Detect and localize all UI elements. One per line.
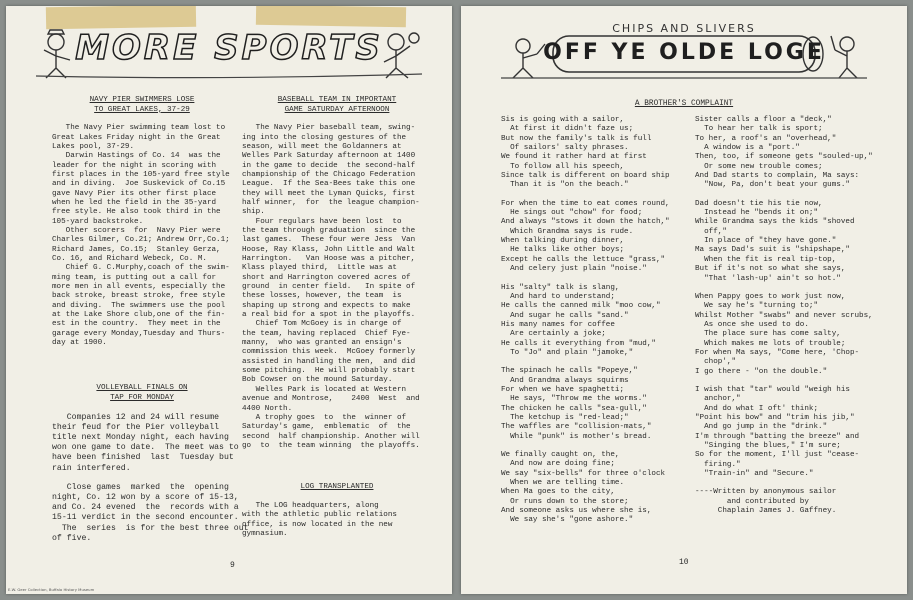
article-line: office, is now located in the new <box>242 520 393 529</box>
poem-line: Or runs down to the store; <box>501 497 629 506</box>
poem-line: When talking during dinner, <box>501 237 625 246</box>
poem-line: The waffles are "collision-mats," <box>501 423 652 432</box>
poem-line: And hard to understand; <box>501 292 615 301</box>
poem-line: "Train-in" and "Secure." <box>695 470 814 479</box>
article-line: assisted in handling the men, and did <box>242 357 416 366</box>
poem-line: Instead he "bends it on;" <box>695 209 819 218</box>
article-line: ship. <box>242 208 265 217</box>
column-right <box>242 96 432 539</box>
article-line: 15-11 verdict in the second encounter. <box>52 513 239 523</box>
poem-line: And now are doing fine; <box>501 460 615 469</box>
poem-line: And go jump in the "drink." <box>695 423 828 432</box>
article-line: their feud for the Pier volleyball <box>52 422 220 432</box>
poem-line: I go there - "on the double." <box>695 367 828 376</box>
poem-line: And Grandma always squirms <box>501 376 629 385</box>
article-line: first places in the 105-yard free style <box>52 170 230 179</box>
headline-line: VOLLEYBALL FINALS ON <box>96 384 188 393</box>
poem-line: Than it is "on the beach." <box>501 181 629 190</box>
poem-line: We finally caught on, the, <box>501 451 620 459</box>
poem-line: Then, too, if someone gets "souled-up," <box>695 153 873 162</box>
poem-line: As once she used to do. <box>695 320 809 329</box>
article-line: Welles Park Saturday afternoon at 1400 <box>242 152 416 161</box>
poem-line: But if it's not so what she says, <box>695 265 846 274</box>
page-number: 10 <box>679 558 689 567</box>
left-page <box>6 6 452 594</box>
poem-line: In place of "they have gone." <box>695 237 837 246</box>
poem-line: When Pappy goes to work just now, <box>695 292 846 301</box>
article-line: some pitching. He will probably start <box>242 367 416 376</box>
poem-line: And Dad starts to complain, Ma says: <box>695 172 860 181</box>
poem-line: "Now, Pa, don't beat your gums." <box>695 181 850 190</box>
article-line: of five. <box>52 533 92 543</box>
headline-line: BASEBALL TEAM IN IMPORTANT <box>277 96 397 104</box>
headline-line: TO GREAT LAKES, 37-29 <box>94 105 190 114</box>
poem-line: When Ma goes to the city, <box>501 488 615 497</box>
article-line: Great Lakes Friday night in the Great <box>52 133 221 142</box>
article-line: Close games marked the opening <box>52 482 229 492</box>
poem-line: Ma says Dad's suit is "shipshape," <box>695 246 850 255</box>
poem-line: Whilst Mother "swabs" and never scrubs, <box>695 311 873 320</box>
article-line: est in the country. They meet in the <box>52 320 221 329</box>
article-line: gave Navy Pier its other first place <box>52 189 217 198</box>
article-line: commission this week. McGoey formerly <box>242 348 416 357</box>
article-line: avenue and Montrose, 2400 West and <box>242 395 420 404</box>
article-line: they will meet the Lyman Quicks, first <box>242 189 416 198</box>
article-line: Hoose, Ray Klass, John Little and Walt <box>242 245 416 254</box>
page-number: 9 <box>230 561 235 570</box>
banner-title: OFF YE OLDE LOGE <box>543 40 825 65</box>
poem-line: chop'," <box>695 358 737 367</box>
article-line: ground in center field. In spite of <box>242 283 416 292</box>
poem-line: For when we have spaghetti; <box>501 385 625 394</box>
poem-line: Or some new trouble comes; <box>695 162 823 171</box>
right-page <box>461 6 907 594</box>
collection-stamp: E.W. Geer Collection, Buffalo History Museum <box>8 587 95 592</box>
article-line: the team through graduation since the <box>242 226 416 235</box>
article-line: Harrington. Van Hoose was a pitcher, <box>242 255 416 263</box>
poem-line: The spinach he calls "Popeye," <box>501 367 638 376</box>
article-line: second half championship. Another will <box>242 432 420 441</box>
article-line: Welles Park is located at Western <box>242 385 407 394</box>
poem-line: Sister calls a floor a "deck," <box>695 116 832 124</box>
article-line: Four regulars have been lost to <box>242 217 402 226</box>
article-line: rain interfered. <box>52 463 131 473</box>
article-line: A trophy goes to the winner of <box>242 413 407 422</box>
article-line: The series is for the best three out <box>52 523 249 533</box>
poem-line: firing." <box>695 460 741 469</box>
article-volleyball <box>52 412 249 544</box>
column-left <box>52 96 249 544</box>
article-line: leader for the night in scoring with <box>52 161 217 170</box>
banner-more-sports <box>36 20 422 82</box>
poem-line: To follow all his speech, <box>501 162 625 171</box>
article-line: won one game to date. The meet was to <box>52 443 239 453</box>
article-line: shaping up strong and expects to make <box>242 301 411 310</box>
article-line: go to the team winning the playoffs. <box>242 441 420 450</box>
banner-title: MORE SPORTS <box>75 28 383 68</box>
article-line: free style. He also took third in the <box>52 208 221 217</box>
article-line: and Co. 24 evened the records with a <box>52 503 239 513</box>
article-line: night, Co. 12 won by a score of 15-13, <box>52 493 239 503</box>
article-line: short and Harrington covered acres of <box>242 273 411 282</box>
poem-line: So for the moment, I'll just "cease- <box>695 451 860 460</box>
article-line: last games. These four were Jess Van <box>242 236 416 245</box>
article-line: The Navy Pier swimming team lost to <box>52 124 226 133</box>
article-line: Co. 16, and Richard Webeck, Co. M. <box>52 255 207 263</box>
article-line: back stroke, breast stroke, free style <box>52 292 226 301</box>
poem-line: We say he's "turning to;" <box>695 302 819 311</box>
article-line: more men in all events, especially the <box>52 283 226 292</box>
credit-line: ----Written by anonymous sailor <box>695 488 837 497</box>
article-line: championship of the Chicago Federation <box>242 170 416 179</box>
headline-volleyball <box>52 384 232 403</box>
article-line: ing into the closing gestures of the <box>242 133 407 142</box>
article-line: 4400 North. <box>242 404 293 413</box>
article-line: gymnasium. <box>242 529 288 538</box>
credit-line: and contributed by <box>695 497 809 506</box>
article-line: Chief G. C.Murphy,coach of the swim- <box>52 264 230 273</box>
poem-line: Which Grandma says is rude. <box>501 227 634 236</box>
article-line: at the Lake Shore club,one of the fin- <box>52 311 226 320</box>
article-line: The LOG headquarters, along <box>242 501 379 510</box>
headline-line: GAME SATURDAY AFTERNOON <box>284 105 390 114</box>
article-line: season, will meet the Goldanners at <box>242 142 402 151</box>
poem-line: He sings out "chow" for food; <box>501 209 643 218</box>
poem-credit <box>695 488 895 516</box>
article-line: day at 1900. <box>52 339 107 348</box>
article-line: ming team, is putting out a call for <box>52 273 217 282</box>
poem-line: I wish that "tar" would "weigh his <box>695 385 850 394</box>
poem-line: He says, "Throw me the worms." <box>501 395 647 404</box>
article-line: manny, who was granted an ensign's <box>242 339 402 348</box>
article-line: Lakes pool, 37-29. <box>52 142 135 151</box>
article-line: and in diving. Joe Suskevick of Co.15 <box>52 180 226 189</box>
poem-line: Sis is going with a sailor, <box>501 116 625 124</box>
poem-line: He calls it everything from "mud," <box>501 339 656 348</box>
article-line: Klass played third, Little was at <box>242 264 397 273</box>
article-line: half winner, for the league champion- <box>242 198 420 207</box>
article-line: Darwin Hastings of Co. 14 was the <box>52 152 221 161</box>
poem-line: Of sailors' salty phrases. <box>501 144 629 153</box>
poem-line: We say "six-bells" for three o'clock <box>501 469 666 478</box>
poem-line: "Point his bow" and "trim his jib," <box>695 413 855 422</box>
poem-line: Dad doesn't tie his tie now, <box>695 199 823 208</box>
poem-line: Which makes me lots of trouble; <box>695 339 846 348</box>
poem-line: And celery just plain "noise." <box>501 265 647 274</box>
poem-line: To her, a roof's an "overhead," <box>695 134 837 143</box>
article-line: The Navy Pier baseball team, swing- <box>242 124 416 133</box>
headline-log <box>242 483 432 493</box>
banner-subtitle: CHIPS AND SLIVERS <box>612 22 756 35</box>
poem-line: I'm through "batting the breeze" and <box>695 432 860 441</box>
poem-column-left <box>501 116 701 526</box>
poem-line: The place sure has come salty, <box>695 330 841 339</box>
poem-line: And do what I oft' think; <box>695 404 819 413</box>
poem-column-right <box>695 116 895 516</box>
poem-line: While Grandma says the kids "shoved <box>695 218 855 227</box>
article-line: Charles Gilmer, Co.21; Andrew Orr,Co.1; <box>52 236 230 245</box>
poem-line: And sugar he calls "sand." <box>501 311 629 320</box>
article-line: when he led the field in the 35-yard <box>52 198 217 207</box>
headline-navy-pier <box>52 96 232 115</box>
article-line: Chief Tom McGoey is in charge of <box>242 320 402 329</box>
poem-line: When the fit is real tip-top, <box>695 255 837 264</box>
article-line: Bob Cowser on the mound Saturday. <box>242 376 393 385</box>
article-line: title next Monday night, each having <box>52 433 229 443</box>
article-line: Other scorers for Navy Pier were <box>52 226 221 235</box>
article-line: 105-yard backstroke. <box>52 217 144 226</box>
poem-line: To hear her talk is sport; <box>695 125 823 134</box>
headline-line: TAP FOR MONDAY <box>110 394 174 403</box>
ground-line <box>36 74 422 78</box>
poem-line: But now the family's talk is full <box>501 134 652 143</box>
poem-line: The ketchup is "red-lead;" <box>501 413 629 422</box>
poem-line: We say she's "gone ashore." <box>501 516 634 525</box>
poem-line: His many names for coffee <box>501 320 615 329</box>
article-line: garage every Monday,Tuesday and Thurs- <box>52 329 226 338</box>
poem-line: He calls the canned milk "moo cow," <box>501 302 661 311</box>
article-line: in the game to decide the second-half <box>242 161 416 170</box>
credit-line: Chaplain James J. Gaffney. <box>695 507 837 516</box>
poem-line: Except he calls the lettuce "grass," <box>501 255 666 264</box>
poem-line: And always "stows it down the hatch," <box>501 218 670 227</box>
poem-line: He talks like other boys; <box>501 246 625 255</box>
article-line: Richard James, Co.15; Stanley Gerza, <box>52 245 221 254</box>
poem-line: The chicken he calls "sea-gull," <box>501 404 647 413</box>
article-line: League. If the Sea-Bees take this one <box>242 180 416 189</box>
headline-line: LOG TRANSPLANTED <box>300 483 374 492</box>
poem-line: "Singing the blues," I'm sure; <box>695 442 841 450</box>
article-line: Saturday's game, emblematic of the <box>242 423 411 432</box>
article-log <box>242 502 432 539</box>
poem-line: Since talk is different on board ship <box>501 172 670 181</box>
poem-line: At first it didn't faze us; <box>501 125 634 134</box>
poem-line: A window is a "port." <box>695 144 800 153</box>
article-baseball <box>242 124 432 451</box>
article-line: have been finished last Tuesday but <box>52 453 234 463</box>
poem-line: Are certainly a joke; <box>501 330 606 339</box>
poem-line: His "salty" talk is slang, <box>501 283 620 292</box>
article-navy-pier <box>52 124 232 348</box>
poem-line: We found it rather hard at first <box>501 153 647 162</box>
article-line: a real bid for a spot in the playoffs. <box>242 311 416 320</box>
poem-line: While "punk" is mother's bread. <box>501 432 652 441</box>
article-line: with the athletic public relations <box>242 511 397 520</box>
article-line: Companies 12 and 24 will resume <box>52 412 220 422</box>
poem-line: off," <box>695 227 727 236</box>
article-line: these losses, however, the team is <box>242 292 402 301</box>
poem-line: When we are telling time. <box>501 479 625 488</box>
headline-baseball <box>242 96 432 115</box>
poem-line: "That 'lash-up' ain't so hot." <box>695 274 841 283</box>
article-line: and diving. The swimmers use the pool <box>52 301 226 310</box>
poem-line: And someone asks us where she is, <box>501 507 652 516</box>
article-line: the team, having replaced Chief Fye- <box>242 329 411 338</box>
poem-title: A BROTHER'S COMPLAINT <box>634 100 734 108</box>
poem-line: anchor," <box>695 395 741 404</box>
poem-line: To "Jo" and plain "jamoke," <box>501 348 634 357</box>
banner-olde-loge <box>501 20 867 82</box>
poem-line: For when the time to eat comes round, <box>501 199 670 208</box>
poem-line: For when Ma says, "Come here, 'Chop- <box>695 348 860 357</box>
headline-line: NAVY PIER SWIMMERS LOSE <box>89 96 195 104</box>
